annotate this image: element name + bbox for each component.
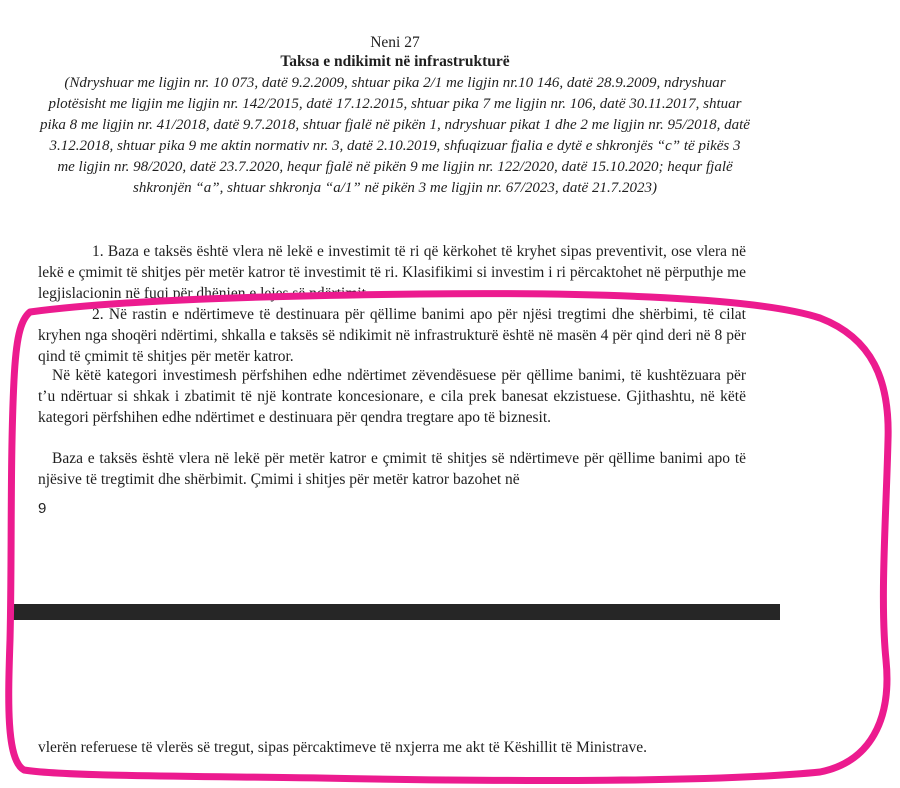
page-number: 9 (38, 500, 47, 517)
paragraph-2-tax-base: Baza e taksës është vlera në lekë për metër katror e çmimit të shitjes së ndërtimeve për qëllime banimi apo të njësive të tregtimit dhe shërbimit. Çmimi i shitjes për metër katror bazohet në (38, 450, 746, 488)
article-title: Taksa e ndikimit në infrastrukturë (280, 53, 510, 70)
paragraph-continuation: vlerën referuese të vlerës së tregut, sipas përcaktimeve të nxjerra me akt të Këshillit të Ministrave. (38, 739, 647, 756)
article-number: Neni 27 (370, 34, 420, 51)
page-break-bar (10, 604, 780, 620)
paragraph-2-category: Në këtë kategori investimesh përfshihen edhe ndërtimet zëvendësuese për qëllime banimi, të kushtëzuara për t’u ndërtuar si shkak i zbatimit të një kontrate koncesionare, e cila prek banesat ekzistuese. Gjithashtu, në këtë kategori përfshihen edhe ndërtimet e destinuara për qendra tregtare apo të biznesit. (38, 367, 746, 426)
paragraph-1: 1. Baza e taksës është vlera në lekë e investimit të ri që kërkohet të kryhet sipas preventivit, ose vlera në lekë e çmimit të shitjes për metër katror të investimit të ri. Klasifikimi si investim i ri përcaktohet në përputhje me legjislacionin në fuqi për dhënien e lejes së ndërtimit. (38, 243, 746, 302)
amendment-note: (Ndryshuar me ligjin nr. 10 073, datë 9.2.2009, shtuar pika 2/1 me ligjin nr.10 146, datë 28.9.2009, ndryshuar plotësisht me ligjin me ligjin nr. 142/2015, datë 17.12.2015, shtuar pika 7 me ligjin nr. 106, datë 30.11.2017, shtuar pika 8 me ligjin nr. 41/2018, datë 9.7.2018, shtuar fjalë në pikën 1, ndryshuar pikat 1 dhe 2 me ligjin nr. 95/2018, datë 3.12.2018, shtuar pika 9 me aktin normativ nr. 3, datë 2.10.2019, shfuqizuar fjalia e dytë e shkronjës “c” të pikës 3 me ligjin nr. 98/2020, datë 23.7.2020, hequr fjalë në pikën 9 me ligjin nr. 122/2020, datë 15.10.2020; hequr fjalë shkronjën “a”, shtuar shkronja “a/1” në pikën 3 me ligjin nr. 67/2023, datë 21.7.2023) (40, 75, 750, 196)
paragraph-2: 2. Në rastin e ndërtimeve të destinuara për qëllime banimi apo për njësi tregtimi dhe shërbimi, të cilat kryhen nga shoqëri ndërtimi, shkalla e taksës së ndikimit në infrastrukturë është në masën 4 për qind deri në 8 për qind të çmimit të shitjes për metër katror. (38, 306, 746, 365)
